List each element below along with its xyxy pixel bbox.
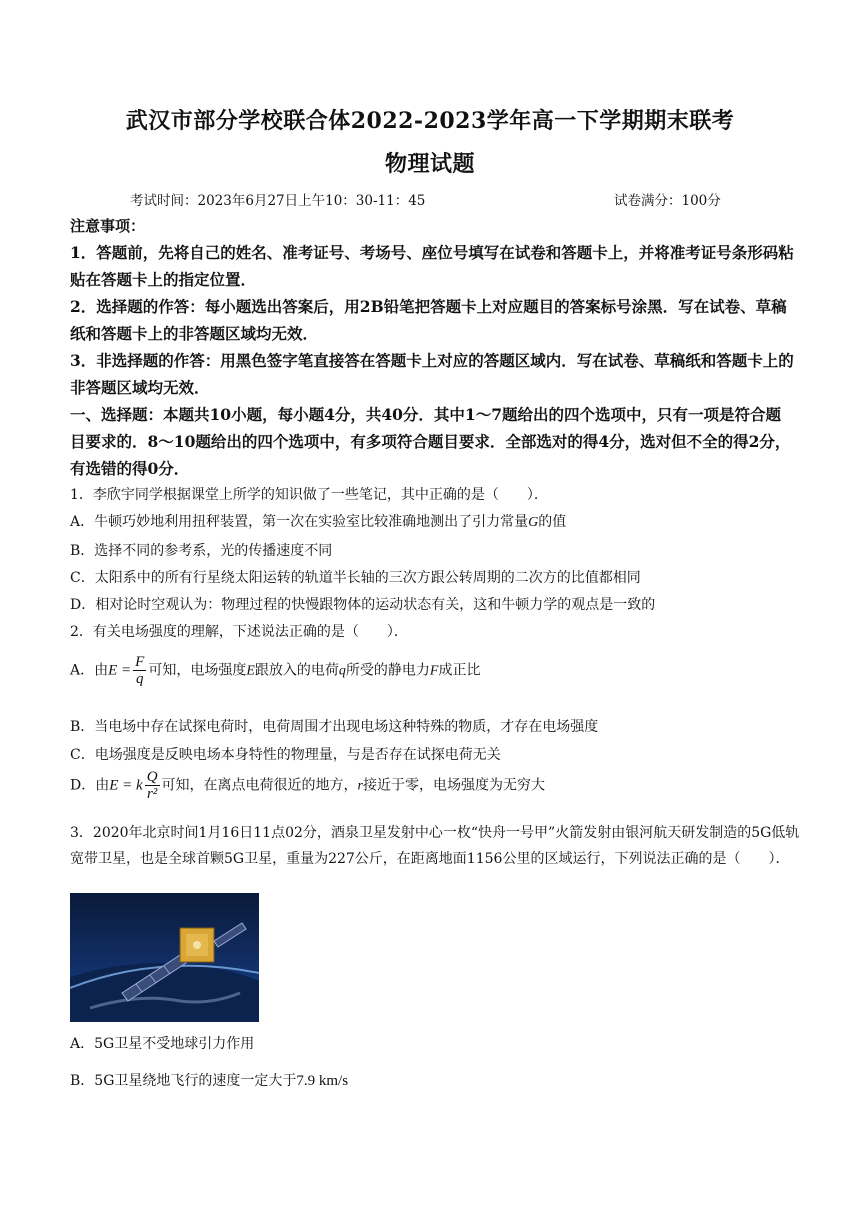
q1-option-a-suffix: 的值 (538, 514, 567, 530)
q2-stem: 2．有关电场强度的理解，下述说法正确的是（ ）． (70, 624, 408, 640)
q2-a-text-1: 可知，电场强度 (148, 662, 247, 679)
note-item-3: 3．非选择题的作答：用黑色签字笔直接答在答题卡上对应的答题区域内．写在试卷、草稿纸和答题卡上的非答题区域均无效． (70, 351, 794, 397)
section-instructions: 一、选择题：本题共10小题，每小题4分，共40分．其中1～7题给出的四个选项中，只有一项是符合题目要求的．8～10题给出的四个选项中，有多项符合题目要求．全部选对的得4分，选对但不全的得2分，有选错的得0分． (70, 405, 791, 478)
q2-d-text-1: 可知，在离点电荷很近的地方， (161, 777, 358, 794)
q2-fraction-q-over-r2 (145, 769, 160, 802)
fraction-denominator: q (136, 671, 144, 687)
q2-var-r: r (357, 778, 363, 794)
q2-a-text-4: 成正比 (438, 662, 481, 679)
q3-option-a: A．5G卫星不受地球引力作用 (70, 1036, 255, 1052)
q2-option-d (70, 769, 800, 802)
q2-var-f: F (429, 663, 439, 679)
q3-stem: 3．2020年北京时间1月16日11点02分，酒泉卫星发射中心一枚“快舟一号甲”火箭发射由银河航天研发制造的5G低轨宽带卫星，也是全球首颗5G卫星，重量为227公斤，在距离地面1156公里的区域运行，下列说法正确的是（ ）． (70, 825, 800, 867)
exam-title: 武汉市部分学校联合体2022-2023学年高一下学期期末联考 (125, 108, 735, 134)
fraction-numerator: F (135, 654, 145, 670)
q1-stem: 1．李欣宇同学根据课堂上所学的知识做了一些笔记，其中正确的是（ ）． (70, 487, 548, 503)
note-item-2: 2．选择题的作答：每小题选出答案后，用2B铅笔把答题卡上对应题目的答案标号涂黑．写在试卷、草稿纸和答题卡上的非答题区域均无效． (70, 297, 787, 343)
satellite-body (180, 928, 214, 962)
q2-var-q: q (338, 663, 346, 679)
q2-var-e: E (246, 663, 255, 679)
exam-time: 考试时间：2023年6月27日上午10：30-11：45 (130, 193, 426, 209)
q1-var-g: G (528, 515, 539, 530)
q2-option-d-label: D．由 (70, 777, 110, 794)
q2-option-c: C．电场强度是反映电场本身特性的物理量，与是否存在试探电荷无关 (70, 747, 501, 763)
note-item-1: 1．答题前，先将自己的姓名、准考证号、考场号、座位号填写在试卷和答题卡上，并将准考证号条形码粘贴在答题卡上的指定位置． (70, 243, 794, 289)
satellite-image (70, 893, 259, 1022)
q2-eq-lhs-d: E = k (109, 777, 143, 794)
q3-option-b-text: B．5G卫星绕地飞行的速度一定大于 (70, 1073, 297, 1089)
q1-option-d: D．相对论时空观认为：物理过程的快慢跟物体的运动状态有关，这和牛顿力学的观点是一致的 (70, 597, 656, 613)
q1-option-c: C．太阳系中的所有行星绕太阳运转的轨道半长轴的三次方跟公转周期的二次方的比值都相同 (70, 570, 641, 586)
q1-option-b: B．选择不同的参考系，光的传播速度不同 (70, 543, 333, 559)
exam-subject: 物理试题 (384, 151, 475, 177)
q3-option-b (70, 1070, 800, 1090)
q2-option-a (70, 654, 800, 687)
q2-a-text-2: 跟放入的电荷 (254, 662, 339, 679)
q1-option-a (70, 511, 800, 531)
full-score: 试卷满分：100分 (614, 193, 721, 209)
fraction-numerator: Q (146, 769, 158, 785)
q2-option-a-label: A．由 (70, 662, 109, 679)
q2-option-b: B．当电场中存在试探电荷时，电荷周围才出现电场这种特殊的物质，才存在电场强度 (70, 719, 599, 735)
q2-d-text-2: 接近于零，电场强度为无穷大 (362, 777, 545, 794)
satellite-illustration (70, 893, 259, 1022)
q2-eq-lhs: E = (108, 662, 132, 679)
q1-option-a-text: A．牛顿巧妙地利用扭秤装置，第一次在实验室比较准确地测出了引力常量 (70, 514, 529, 530)
notes-heading: 注意事项： (70, 217, 146, 235)
fraction-denominator: r² (146, 786, 158, 802)
q3-speed-value: 7.9 km/s (296, 1073, 349, 1089)
q2-fraction-f-over-q (133, 654, 146, 687)
q2-a-text-3: 所受的静电力 (345, 662, 430, 679)
